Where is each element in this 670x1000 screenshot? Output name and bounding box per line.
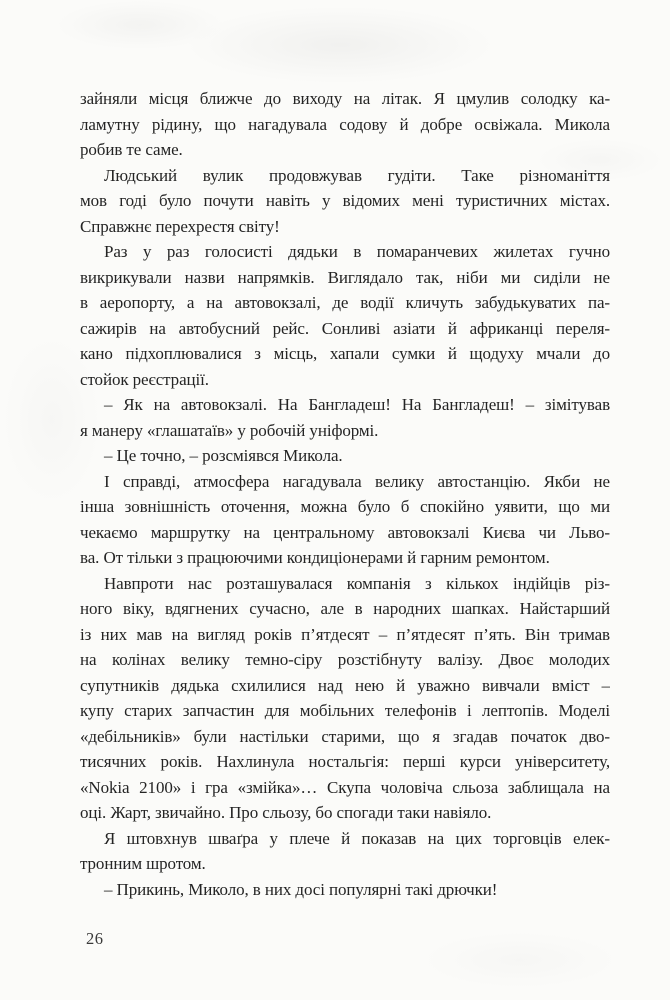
text-line: купу старих запчастин для мобільних телефонів і лептопів. Моделі (80, 701, 610, 720)
text-line: чекаємо маршрутку на центральному автовокзалі Києва чи Льво- (80, 522, 610, 542)
paragraph (80, 571, 610, 826)
text-line: – Це точно, – розсміявся Микола. (104, 446, 343, 465)
text-line: Людський вулик продовжував гудіти. Таке різноманіття (104, 165, 610, 185)
text-line: Справжнє перехрестя світу! (80, 216, 280, 236)
text-line: із них мав на вигляд років п’ятдесят – п’ятдесят п’ять. Він тримав (80, 624, 610, 644)
paragraph (80, 826, 610, 877)
text-line: Я штовхнув шваґра у плече й показав на цих торговців елек- (104, 828, 610, 848)
paragraph (80, 239, 610, 392)
text-line: Навпроти нас розташувалася компанія з кількох індійців різ- (104, 573, 610, 593)
text-line: – Прикинь, Миколо, в них досі популярні такі дрючки! (104, 879, 498, 899)
paragraph (80, 877, 610, 903)
text-line: на колінах велику темно-сіру розстібнуту валізу. Двоє молодих (80, 650, 610, 669)
text-line: «дебільників» були настільки старими, що я згадав початок дво- (80, 726, 610, 746)
text-line: І справді, атмосфера нагадувала велику автостанцію. Якби не (104, 471, 610, 491)
text-line: ного віку, вдягнених сучасно, але в народних шапках. Найстарший (80, 599, 610, 618)
text-line: в аеропорту, а на автовокзалі, де водії кличуть забудькуватих па- (80, 293, 610, 312)
text-line: кано підхоплювалися з місць, хапали сумки й щодуху мчали до (80, 344, 610, 363)
page-number: 26 (86, 929, 104, 948)
text-line: тисячних років. Нахлинула ностальгія: перші курси університету, (80, 752, 610, 771)
text-line: тронним шротом. (80, 854, 206, 873)
paragraph (80, 163, 610, 240)
paragraph (80, 443, 610, 469)
text-line: зайняли місця ближче до виходу на літак. Я цмулив солодку ка- (80, 89, 610, 108)
text-line: мов годі було почути навіть у відомих мені туристичних містах. (80, 191, 610, 210)
paragraph (80, 86, 610, 163)
text-line: ва. От тільки з працюючими кондиціонерами й гарним ремонтом. (80, 548, 550, 567)
text-line: сажирів на автобусний рейс. Сонливі азіати й африканці переля- (80, 318, 610, 338)
text-line: супутників дядька схилилися над нею й уважно вивчали вміст – (80, 675, 610, 695)
paragraph (80, 392, 610, 443)
text-line: я манеру «глашатаїв» у робочій уніформі. (80, 420, 379, 440)
text-block (80, 86, 610, 902)
text-line: викрикували назви напрямків. Виглядало так, ніби ми сиділи не (80, 267, 610, 287)
text-line: робив те саме. (80, 140, 183, 159)
text-line: інша зовнішність оточення, можна було б спокійно уявити, що ми (80, 497, 610, 516)
text-line: оці. Жарт, звичайно. Про сльозу, бо спогади таки навіяло. (80, 803, 492, 822)
text-line: – Як на автовокзалі. На Бангладеш! На Бангладеш! – зімітував (104, 395, 610, 414)
text-line: стойок реєстрації. (80, 369, 209, 389)
paragraph (80, 469, 610, 571)
text-line: «Nokia 2100» і гра «змійка»… Скупа чоловіча сльоза заблищала на (80, 777, 610, 797)
text-line: ламутну рідину, що нагадувала содову й добре освіжала. Микола (80, 114, 610, 134)
text-line: Раз у раз голосисті дядьки в помаранчевих жилетах гучно (104, 242, 610, 261)
